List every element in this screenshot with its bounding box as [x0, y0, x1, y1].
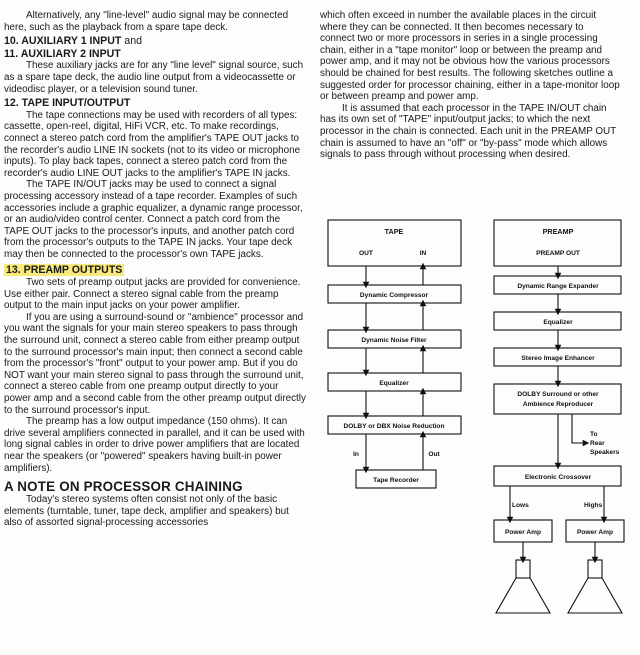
preamp-title: PREAMP	[542, 227, 574, 236]
preamp-paragraph-3: The preamp has a low output impedance (150 ohms). It can drive several amplifiers connected in parallel, and it can be used with long signal cables in order to drive power amplifiers that are located near the speakers (or "powered" speakers having built-in power amplifiers).	[4, 416, 305, 474]
processor-chain-diagram	[318, 218, 638, 655]
tape-equalizer-label: Equalizer	[379, 380, 409, 387]
speaker-left-icon	[496, 560, 550, 613]
preamp-surround-label-1: DOLBY Surround or other	[517, 391, 599, 398]
preamp-box-surround	[494, 384, 621, 414]
tape-paragraph-1: The tape connections may be used with recorders of all types: cassette, open-reel, digital, HiFi VCR, etc. To make recordings, connect a stereo patch cord from the amplifier's TAPE OUT jacks to the recorder's audio LINE IN sockets (not to its video or microphone inputs). To play back tapes, connect a stereo patch cord from the recorder's audio LINE OUT jacks to the amplifier's TAPE IN jacks.	[4, 109, 301, 179]
right-paragraph-2: It is assumed that each processor in the TAPE IN/OUT chain has its own set of "TAPE" input/output jacks; to which the next processor in the chain is connected. Each unit in the PREAMP OUT chain is assumed to have an "off" or "by-pass" mode which allows signals to pass through without processing when desired.	[320, 102, 617, 161]
heading-aux1-and: and	[124, 35, 142, 48]
rear-label-3: Speakers	[590, 449, 620, 456]
highs-label: Highs	[584, 502, 603, 509]
rear-label-1: To	[590, 431, 598, 438]
heading-aux1	[4, 35, 306, 48]
note-paragraph: Today's stereo systems often consist not only of the basic elements (turntable, tuner, tape deck, amplifier and speakers) but also of assorted signal-processing accessories	[4, 494, 289, 529]
tape-noise-filter-label: Dynamic Noise Filter	[361, 337, 427, 344]
heading-note: A NOTE ON PROCESSOR CHAINING	[4, 479, 243, 495]
tape-recorder-label: Tape Recorder	[373, 477, 419, 484]
preamp-enhancer-label: Stereo Image Enhancer	[521, 355, 595, 362]
preamp-expander-label: Dynamic Range Expander	[517, 283, 599, 290]
power-amp-2-label: Power Amp	[576, 529, 614, 536]
preamp-paragraph-2: If you are using a surround-sound or "ambience" processor and you want the signals for your main stereo speakers to pass through the surround unit, connect a stereo cable from either preamp output to the surround processor's main input; then connect a second cable from the processor's "front" output to your power amp. But if you do NOT want your main stereo signal to pass through the surround unit, connect a stereo cable from one preamp output directly to your power amp and a second cable from the other preamp output directly to the surround processor's input.	[4, 311, 306, 416]
speaker-right-icon	[568, 560, 622, 613]
tape-out-label: OUT	[359, 250, 373, 257]
heading-preamp	[4, 264, 306, 277]
tape-in-arrow-label: In	[353, 451, 359, 458]
preamp-surround-label-2: Ambience Reproducer	[522, 401, 594, 408]
heading-tape: 12. TAPE INPUT/OUTPUT	[4, 97, 131, 110]
lows-label: Lows	[512, 502, 529, 509]
power-amp-1-label: Power Amp	[504, 529, 542, 536]
tape-out-arrow-label: Out	[428, 451, 440, 458]
aux-paragraph: These auxiliary jacks are for any "line level" signal source, such as a spare tape deck, the audio line output from a videocassette or videodisc player, or a television sound tuner.	[4, 60, 304, 95]
tape-title: TAPE	[384, 227, 404, 236]
preamp-paragraph-1: Two sets of preamp output jacks are provided for convenience. Use either pair. Connect a stereo signal cable from the preamp output to the main input jacks on your power amplifier.	[4, 277, 301, 312]
right-paragraph-1: which often exceed in number the available places in the circuit where they can be connected. It then becomes necessary to connect two or more processors in series in a single processing chain, either in a "tape monitor" loop or between the preamp and power amp, and it may not be obvious how the various processors should be chained for best results. The following sketches outline a suggested order for processor chaining, either in a tape-monitor loop or between preamp and power amp.	[320, 10, 620, 103]
rear-label-2: Rear	[590, 440, 605, 447]
heading-aux1-text: 10. AUXILIARY 1 INPUT	[4, 35, 122, 48]
preamp-crossover-label: Electronic Crossover	[524, 474, 592, 481]
heading-aux2: 11. AUXILIARY 2 INPUT	[4, 47, 121, 60]
intro-paragraph: Alternatively, any "line-level" audio signal may be connected here, such as the playback from a spare tape deck.	[4, 10, 289, 33]
preamp-equalizer-label: Equalizer	[543, 319, 573, 326]
right-column	[320, 10, 620, 161]
left-column	[4, 10, 306, 529]
tape-compressor-label: Dynamic Compressor	[359, 292, 429, 299]
preamp-out-label: PREAMP OUT	[536, 250, 580, 257]
tape-in-label: IN	[419, 250, 427, 257]
preamp-heading-highlight: 13. PREAMP OUTPUTS	[6, 264, 123, 277]
tape-noise-reduction-label: DOLBY or DBX Noise Reduction	[343, 423, 445, 430]
tape-paragraph-2: The TAPE IN/OUT jacks may be used to connect a signal processing accessory instead of a tape recorder. Examples of such accessories include a graphic equalizer, a dynamic range processor, or an audio/video control center. Connect a patch cord from the TAPE OUT jacks to the processor's inputs, and another patch cord from the processor's outputs to the TAPE IN jacks. Your tape deck may then be connected to the processor's own TAPE jacks.	[4, 179, 303, 260]
